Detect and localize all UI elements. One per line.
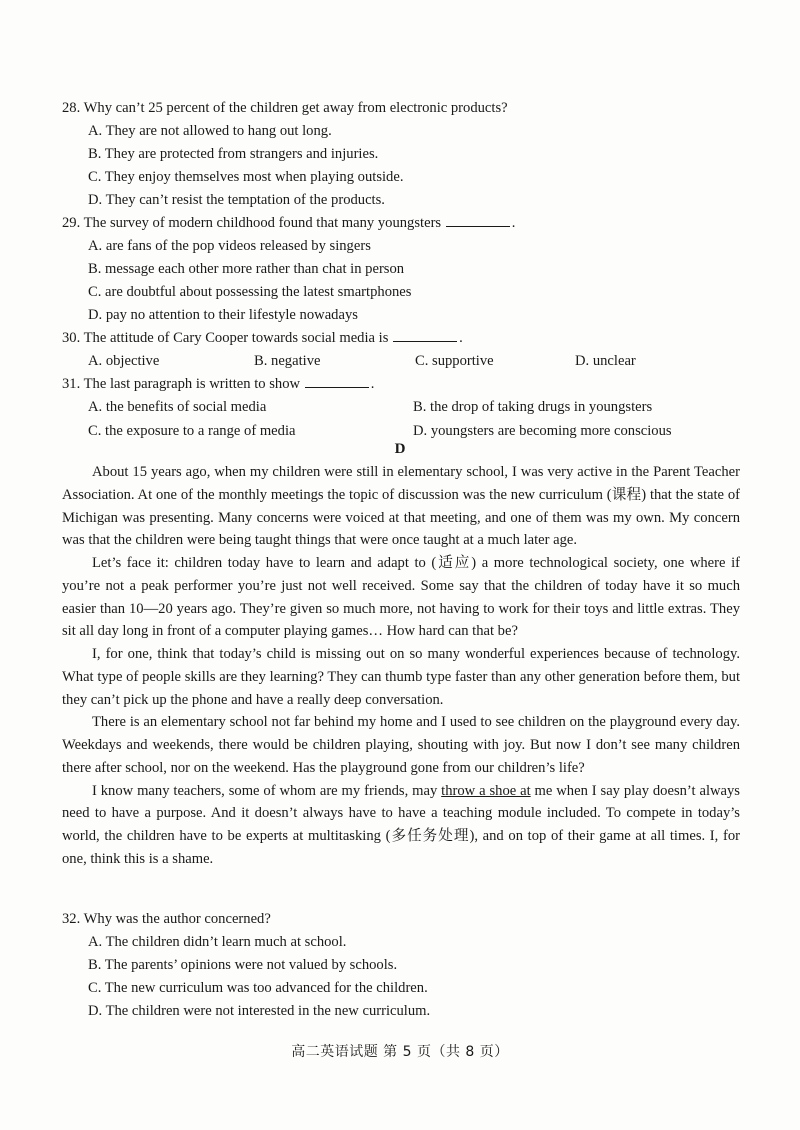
- question-31-stem: 31. The last paragraph is written to show: [62, 376, 301, 392]
- question-32-stem: 32. Why was the author concerned?: [62, 911, 271, 927]
- answer-blank: [305, 373, 369, 388]
- question-28-option-a: A. They are not allowed to hang out long.: [88, 123, 332, 139]
- question-32-option-b: B. The parents’ opinions were not valued by schools.: [88, 957, 398, 973]
- passage-paragraph-5: [62, 780, 740, 871]
- question-29-stem: 29. The survey of modern childhood found that many youngsters: [62, 215, 442, 231]
- question-32-option-d: D. The children were not interested in the new curriculum.: [88, 1003, 431, 1019]
- question-28-option-b: B. They are protected from strangers and injuries.: [88, 146, 379, 162]
- question-28-option-d: D. They can’t resist the temptation of the products.: [88, 192, 385, 208]
- question-28-stem: 28. Why can’t 25 percent of the children get away from electronic products?: [62, 100, 508, 116]
- question-28-option-c: C. They enjoy themselves most when playing outside.: [88, 169, 404, 185]
- answer-blank: [393, 327, 457, 342]
- question-31-option-a: A. the benefits of social media: [88, 399, 267, 415]
- question-30-option-d: D. unclear: [575, 353, 636, 369]
- passage-paragraph-4: There is an elementary school not far behind my home and I used to see children on the playground every day. Weekdays and weekends, there would be children playing, shouting with joy. But now I don’t see many children there after school, nor on the weekend. Has the playground gone from our children’s life?: [62, 714, 740, 776]
- paragraph-5-text-before: I know many teachers, some of whom are my friends, may: [92, 782, 442, 799]
- question-29-option-a: A. are fans of the pop videos released by singers: [88, 238, 371, 254]
- question-32-option-a: A. The children didn’t learn much at school.: [88, 934, 347, 950]
- question-31-option-b: B. the drop of taking drugs in youngsters: [413, 399, 653, 415]
- passage-paragraph-2: Let’s face it: children today have to learn and adapt to (适应) a more technological society, one where if you’re not a peak performer you’re just not well received. Some say that the children of today have it so much easier than 10—20 years ago. They’re given so much more, not having to work for their toys and little extras. They sit all day long in front of a computer playing games… How hard can that be?: [62, 555, 740, 640]
- question-31-option-c: C. the exposure to a range of media: [88, 423, 296, 439]
- underlined-phrase: throw a shoe at: [441, 782, 531, 799]
- question-30: 30. The attitude of Cary Cooper towards social media is .: [62, 327, 463, 350]
- question-31: 31. The last paragraph is written to show .: [62, 373, 374, 396]
- question-31-option-d: D. youngsters are becoming more conscious: [413, 423, 672, 439]
- question-30-option-c: C. supportive: [415, 353, 494, 369]
- question-32-option-c: C. The new curriculum was too advanced for the children.: [88, 980, 428, 996]
- passage-paragraph-1: About 15 years ago, when my children were still in elementary school, I was very active in the Parent Teacher Association. At one of the monthly meetings the topic of discussion was the new curriculum (课程) that the state of Michigan was presenting. Many concerns were voiced at that meeting, and one of them was my own. My concern was that the children were being taught things that were once taught at a much later age.: [62, 464, 740, 549]
- question-29-option-c: C. are doubtful about possessing the latest smartphones: [88, 284, 412, 300]
- question-30-option-a: A. objective: [88, 353, 160, 369]
- section-label: D: [394, 441, 406, 457]
- question-30-stem: 30. The attitude of Cary Cooper towards social media is: [62, 330, 389, 346]
- question-30-option-b: B. negative: [254, 353, 321, 369]
- paragraph-5-text-after: me when I say play doesn’t always need to have a purpose. And it doesn’t always have to have a teaching module included. To compete in today’s world, the children have to be experts at multitasking (多任务处理), and on top of their game at all times. I, for one, think this is a shame.: [62, 782, 740, 867]
- question-29-option-b: B. message each other more rather than chat in person: [88, 261, 405, 277]
- answer-blank: [446, 212, 510, 227]
- question-29: 29. The survey of modern childhood found that many youngsters .: [62, 212, 515, 235]
- page-footer: 高二英语试题 第 5 页（共 8 页）: [291, 1044, 509, 1060]
- reading-passage: [62, 461, 740, 871]
- passage-paragraph-3: I, for one, think that today’s child is missing out on so many wonderful experiences because of technology. What type of people skills are they learning? They can thumb type faster than any other generation before them, but they can’t pick up the phone and have a really deep conversation.: [62, 646, 740, 708]
- question-29-option-d: D. pay no attention to their lifestyle nowadays: [88, 307, 358, 323]
